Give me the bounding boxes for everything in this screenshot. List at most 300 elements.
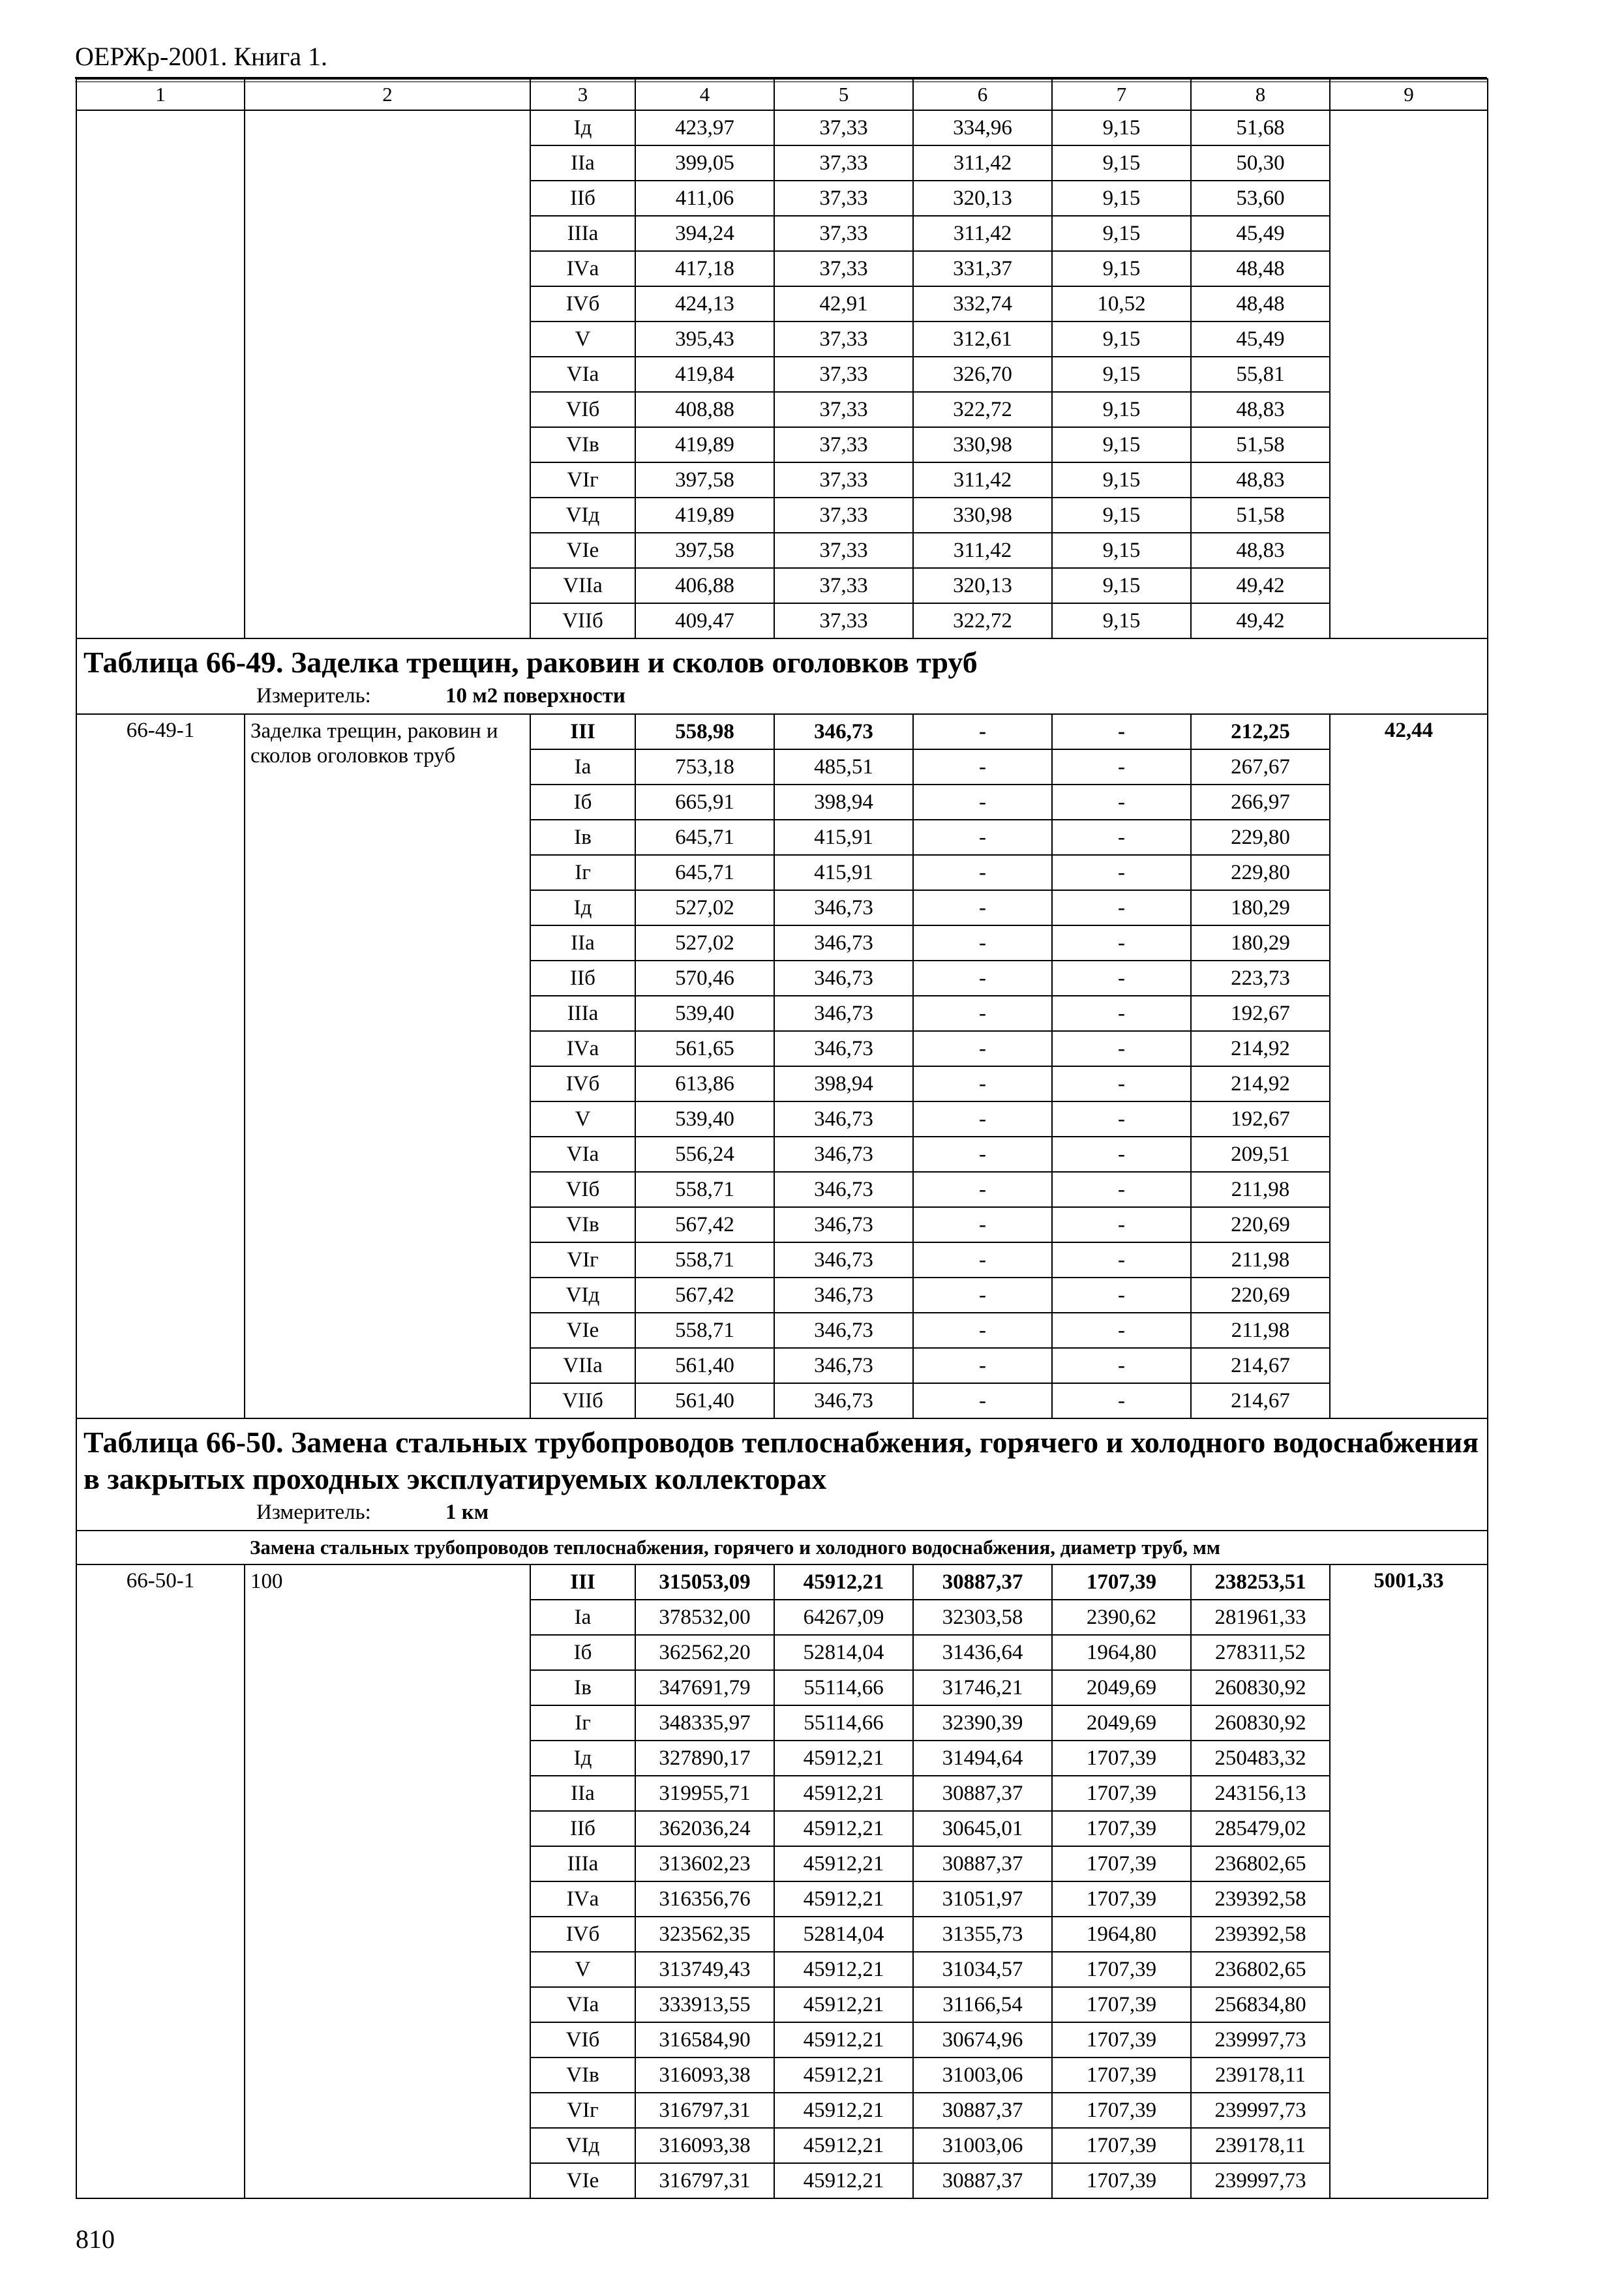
value-cell: 558,71 <box>635 1172 774 1207</box>
value-cell: 50,30 <box>1191 145 1330 181</box>
value-cell: - <box>913 1242 1052 1278</box>
zone-cell: VIIа <box>530 568 635 603</box>
column-number: 1 <box>76 79 245 110</box>
value-cell: 180,29 <box>1191 925 1330 961</box>
value-cell: - <box>913 1278 1052 1313</box>
value-cell: 37,33 <box>774 603 913 638</box>
zone-cell: Iв <box>530 1670 635 1705</box>
value-cell: 1964,80 <box>1052 1635 1191 1670</box>
column-number-row <box>76 79 1488 110</box>
value-cell: 322,72 <box>913 392 1052 427</box>
value-cell: - <box>1052 1242 1191 1278</box>
col9-cell <box>1330 110 1488 638</box>
value-cell: 236802,65 <box>1191 1846 1330 1881</box>
value-cell: - <box>1052 855 1191 890</box>
value-cell: 397,58 <box>635 462 774 498</box>
value-cell: 558,71 <box>635 1242 774 1278</box>
value-cell: 239178,11 <box>1191 2128 1330 2163</box>
value-cell: 45912,21 <box>774 2093 913 2128</box>
value-cell: 1707,39 <box>1052 1846 1191 1881</box>
value-cell: 9,15 <box>1052 533 1191 568</box>
zone-cell: Iг <box>530 855 635 890</box>
value-cell: 30645,01 <box>913 1811 1052 1846</box>
value-cell: - <box>913 1101 1052 1137</box>
value-cell: - <box>913 1137 1052 1172</box>
value-cell: 398,94 <box>774 785 913 820</box>
value-cell: 51,68 <box>1191 110 1330 145</box>
value-cell: 266,97 <box>1191 785 1330 820</box>
measure-value: 10 м2 поверхности <box>445 684 625 708</box>
value-cell: - <box>913 961 1052 996</box>
value-cell: 239997,73 <box>1191 2163 1330 2198</box>
value-cell: 250483,32 <box>1191 1741 1330 1776</box>
value-cell: 398,94 <box>774 1066 913 1101</box>
zone-cell: IIа <box>530 1776 635 1811</box>
value-cell: 346,73 <box>774 1242 913 1278</box>
zone-cell: V <box>530 322 635 357</box>
value-cell: 37,33 <box>774 462 913 498</box>
value-cell: 346,73 <box>774 925 913 961</box>
value-cell: 30887,37 <box>913 2163 1052 2198</box>
value-cell: 37,33 <box>774 568 913 603</box>
zone-cell: VIв <box>530 427 635 462</box>
zone-cell: Iб <box>530 1635 635 1670</box>
zone-cell: VIIа <box>530 1348 635 1383</box>
value-cell: 395,43 <box>635 322 774 357</box>
section-title-cell <box>76 638 1488 714</box>
value-cell: 645,71 <box>635 820 774 855</box>
column-number: 6 <box>913 79 1052 110</box>
value-cell: 31746,21 <box>913 1670 1052 1705</box>
value-cell: 316797,31 <box>635 2093 774 2128</box>
value-cell: 311,42 <box>913 462 1052 498</box>
value-cell: 346,73 <box>774 1172 913 1207</box>
value-cell: 239997,73 <box>1191 2093 1330 2128</box>
zone-cell: IIIа <box>530 1846 635 1881</box>
column-number: 9 <box>1330 79 1488 110</box>
value-cell: 399,05 <box>635 145 774 181</box>
value-cell: 45912,21 <box>774 2163 913 2198</box>
value-cell: 45912,21 <box>774 1564 913 1600</box>
value-cell: - <box>1052 1031 1191 1066</box>
value-cell: 539,40 <box>635 996 774 1031</box>
value-cell: 9,15 <box>1052 322 1191 357</box>
value-cell: 330,98 <box>913 498 1052 533</box>
value-cell: 30887,37 <box>913 1776 1052 1811</box>
value-cell: - <box>1052 961 1191 996</box>
zone-cell: VIIб <box>530 1383 635 1418</box>
value-cell: 346,73 <box>774 714 913 749</box>
value-cell: - <box>913 1383 1052 1418</box>
value-cell: 52814,04 <box>774 1917 913 1952</box>
zone-cell: VIIб <box>530 603 635 638</box>
value-cell: 278311,52 <box>1191 1635 1330 1670</box>
value-cell: 527,02 <box>635 925 774 961</box>
value-cell: 31051,97 <box>913 1881 1052 1917</box>
value-cell: 570,46 <box>635 961 774 996</box>
value-cell: 419,89 <box>635 427 774 462</box>
value-cell: 229,80 <box>1191 855 1330 890</box>
value-cell: 9,15 <box>1052 568 1191 603</box>
zone-cell: VIб <box>530 1172 635 1207</box>
value-cell: - <box>1052 714 1191 749</box>
zone-cell: III <box>530 1564 635 1600</box>
zone-cell: VIе <box>530 2163 635 2198</box>
subtitle-cell: Замена стальных трубопроводов теплоснабжения, горячего и холодного водоснабжения, диаметр труб, мм <box>76 1531 1488 1564</box>
value-cell: 211,98 <box>1191 1172 1330 1207</box>
value-cell: 31355,73 <box>913 1917 1052 1952</box>
value-cell: 346,73 <box>774 996 913 1031</box>
value-cell: 1707,39 <box>1052 1952 1191 1987</box>
value-cell: 346,73 <box>774 1313 913 1348</box>
zone-cell: VIе <box>530 533 635 568</box>
zone-cell: Iд <box>530 1741 635 1776</box>
value-cell: 37,33 <box>774 251 913 286</box>
value-cell: 239392,58 <box>1191 1881 1330 1917</box>
zone-cell: IIб <box>530 1811 635 1846</box>
zone-cell: VIг <box>530 462 635 498</box>
value-cell: 415,91 <box>774 855 913 890</box>
estimate-table <box>76 78 1488 2199</box>
value-cell: 48,48 <box>1191 251 1330 286</box>
value-cell: 37,33 <box>774 145 913 181</box>
value-cell: 346,73 <box>774 1348 913 1383</box>
value-cell: 346,73 <box>774 1137 913 1172</box>
value-cell: - <box>1052 925 1191 961</box>
value-cell: - <box>1052 1101 1191 1137</box>
value-cell: 256834,80 <box>1191 1987 1330 2022</box>
value-cell: 30887,37 <box>913 2093 1052 2128</box>
value-cell: - <box>1052 1278 1191 1313</box>
value-cell: 55114,66 <box>774 1670 913 1705</box>
value-cell: 419,89 <box>635 498 774 533</box>
zone-cell: VIа <box>530 357 635 392</box>
value-cell: 31494,64 <box>913 1741 1052 1776</box>
value-cell: 1707,39 <box>1052 2128 1191 2163</box>
value-cell: 31034,57 <box>913 1952 1052 1987</box>
value-cell: 362036,24 <box>635 1811 774 1846</box>
section-title: Таблица 66-49. Заделка трещин, раковин и сколов оголовков труб <box>83 646 978 679</box>
value-cell: 556,24 <box>635 1137 774 1172</box>
value-cell: 539,40 <box>635 1101 774 1137</box>
section-title-cell <box>76 1418 1488 1531</box>
value-cell: 1707,39 <box>1052 1741 1191 1776</box>
section-title-row <box>76 638 1488 714</box>
zone-cell: Iг <box>530 1705 635 1741</box>
value-cell: 45,49 <box>1191 216 1330 251</box>
value-cell: 378532,00 <box>635 1600 774 1635</box>
value-cell: 49,42 <box>1191 568 1330 603</box>
value-cell: 214,67 <box>1191 1348 1330 1383</box>
value-cell: 211,98 <box>1191 1242 1330 1278</box>
value-cell: 613,86 <box>635 1066 774 1101</box>
zone-cell: IVа <box>530 1881 635 1917</box>
value-cell: 397,58 <box>635 533 774 568</box>
value-cell: 45912,21 <box>774 1741 913 1776</box>
code-cell: 66-49-1 <box>76 714 245 1418</box>
zone-cell: VIе <box>530 1313 635 1348</box>
code-cell: 66-50-1 <box>76 1564 245 2198</box>
value-cell: 411,06 <box>635 181 774 216</box>
value-cell: 32390,39 <box>913 1705 1052 1741</box>
value-cell: 332,74 <box>913 286 1052 322</box>
description-cell: 100 <box>245 1564 530 2198</box>
zone-cell: VIб <box>530 2022 635 2057</box>
value-cell: 9,15 <box>1052 357 1191 392</box>
section-title-row <box>76 1418 1488 1531</box>
value-cell: 9,15 <box>1052 603 1191 638</box>
value-cell: 1707,39 <box>1052 2057 1191 2093</box>
value-cell: 9,15 <box>1052 216 1191 251</box>
column-number: 2 <box>245 79 530 110</box>
measure-line <box>83 1497 1481 1529</box>
measure-label: Измеритель: <box>256 1501 371 1524</box>
value-cell: 214,92 <box>1191 1031 1330 1066</box>
value-cell: - <box>1052 749 1191 785</box>
value-cell: 45912,21 <box>774 1846 913 1881</box>
value-cell: 1707,39 <box>1052 2163 1191 2198</box>
zone-cell: Iб <box>530 785 635 820</box>
value-cell: 45912,21 <box>774 1811 913 1846</box>
value-cell: 2390,62 <box>1052 1600 1191 1635</box>
value-cell: 9,15 <box>1052 110 1191 145</box>
value-cell: 267,67 <box>1191 749 1330 785</box>
value-cell: 51,58 <box>1191 498 1330 533</box>
value-cell: 31166,54 <box>913 1987 1052 2022</box>
value-cell: 1707,39 <box>1052 1987 1191 2022</box>
value-cell: 316093,38 <box>635 2128 774 2163</box>
value-cell: 313749,43 <box>635 1952 774 1987</box>
column-number: 7 <box>1052 79 1191 110</box>
zone-cell: VIа <box>530 1987 635 2022</box>
value-cell: 220,69 <box>1191 1278 1330 1313</box>
value-cell: 214,67 <box>1191 1383 1330 1418</box>
value-cell: 53,60 <box>1191 181 1330 216</box>
document-title: ОЕРЖр-2001. Книга 1. <box>75 42 327 71</box>
zone-cell: IVб <box>530 286 635 322</box>
value-cell: 319955,71 <box>635 1776 774 1811</box>
value-cell: 48,83 <box>1191 392 1330 427</box>
value-cell: 238253,51 <box>1191 1564 1330 1600</box>
measure-label: Измеритель: <box>256 684 371 708</box>
value-cell: 2049,69 <box>1052 1705 1191 1741</box>
value-cell: - <box>1052 785 1191 820</box>
zone-cell: VIд <box>530 498 635 533</box>
value-cell: 311,42 <box>913 145 1052 181</box>
value-cell: - <box>913 749 1052 785</box>
value-cell: 52814,04 <box>774 1635 913 1670</box>
value-cell: 346,73 <box>774 1207 913 1242</box>
value-cell: 558,71 <box>635 1313 774 1348</box>
zone-cell: Iа <box>530 1600 635 1635</box>
value-cell: 346,73 <box>774 1101 913 1137</box>
zone-cell: VIд <box>530 2128 635 2163</box>
zone-cell: VIг <box>530 1242 635 1278</box>
table-row <box>76 1564 1488 1600</box>
value-cell: 45912,21 <box>774 1952 913 1987</box>
value-cell: 37,33 <box>774 533 913 568</box>
value-cell: 320,13 <box>913 181 1052 216</box>
value-cell: - <box>913 1066 1052 1101</box>
value-cell: 316093,38 <box>635 2057 774 2093</box>
table-row <box>76 110 1488 145</box>
value-cell: 415,91 <box>774 820 913 855</box>
value-cell: 326,70 <box>913 357 1052 392</box>
value-cell: 45912,21 <box>774 1881 913 1917</box>
value-cell: - <box>1052 820 1191 855</box>
zone-cell: IIIа <box>530 216 635 251</box>
zone-cell: VIв <box>530 1207 635 1242</box>
value-cell: 346,73 <box>774 890 913 925</box>
value-cell: 45912,21 <box>774 2128 913 2163</box>
zone-cell: VIв <box>530 2057 635 2093</box>
value-cell: 229,80 <box>1191 820 1330 855</box>
value-cell: 424,13 <box>635 286 774 322</box>
value-cell: 45912,21 <box>774 2057 913 2093</box>
value-cell: 567,42 <box>635 1278 774 1313</box>
value-cell: - <box>1052 1383 1191 1418</box>
value-cell: 346,73 <box>774 1031 913 1066</box>
zone-cell: Iа <box>530 749 635 785</box>
zone-cell: IVб <box>530 1066 635 1101</box>
value-cell: 9,15 <box>1052 251 1191 286</box>
zone-cell: IIб <box>530 961 635 996</box>
value-cell: 37,33 <box>774 498 913 533</box>
value-cell: 9,15 <box>1052 145 1191 181</box>
value-cell: 192,67 <box>1191 996 1330 1031</box>
value-cell: 9,15 <box>1052 392 1191 427</box>
value-cell: 37,33 <box>774 216 913 251</box>
value-cell: 239392,58 <box>1191 1917 1330 1952</box>
value-cell: 223,73 <box>1191 961 1330 996</box>
value-cell: - <box>913 996 1052 1031</box>
value-cell: 348335,97 <box>635 1705 774 1741</box>
value-cell: 45912,21 <box>774 1987 913 2022</box>
value-cell: 346,73 <box>774 1383 913 1418</box>
value-cell: 49,42 <box>1191 603 1330 638</box>
value-cell: - <box>913 890 1052 925</box>
value-cell: - <box>1052 1348 1191 1383</box>
value-cell: 1707,39 <box>1052 1881 1191 1917</box>
value-cell: 37,33 <box>774 427 913 462</box>
col9-cell: 5001,33 <box>1330 1564 1488 2198</box>
zone-cell: V <box>530 1101 635 1137</box>
zone-cell: IIа <box>530 145 635 181</box>
value-cell: 37,33 <box>774 322 913 357</box>
zone-cell: IVа <box>530 1031 635 1066</box>
value-cell: 316797,31 <box>635 2163 774 2198</box>
page-number: 810 <box>76 2224 115 2254</box>
value-cell: 31003,06 <box>913 2057 1052 2093</box>
value-cell: - <box>913 714 1052 749</box>
description-cell <box>245 110 530 638</box>
value-cell: 346,73 <box>774 961 913 996</box>
value-cell: 347691,79 <box>635 1670 774 1705</box>
value-cell: 37,33 <box>774 110 913 145</box>
zone-cell: VIд <box>530 1278 635 1313</box>
value-cell: 362562,20 <box>635 1635 774 1670</box>
value-cell: 239997,73 <box>1191 2022 1330 2057</box>
value-cell: 31436,64 <box>913 1635 1052 1670</box>
value-cell: 1707,39 <box>1052 2093 1191 2128</box>
value-cell: 37,33 <box>774 181 913 216</box>
value-cell: 334,96 <box>913 110 1052 145</box>
value-cell: 527,02 <box>635 890 774 925</box>
value-cell: 558,98 <box>635 714 774 749</box>
value-cell: 394,24 <box>635 216 774 251</box>
value-cell: 211,98 <box>1191 1313 1330 1348</box>
value-cell: 260830,92 <box>1191 1670 1330 1705</box>
page-header <box>75 40 1487 82</box>
value-cell: 423,97 <box>635 110 774 145</box>
zone-cell: IIIа <box>530 996 635 1031</box>
value-cell: 45912,21 <box>774 1776 913 1811</box>
value-cell: 561,40 <box>635 1348 774 1383</box>
value-cell: - <box>1052 1207 1191 1242</box>
value-cell: 333913,55 <box>635 1987 774 2022</box>
value-cell: 42,91 <box>774 286 913 322</box>
value-cell: - <box>1052 1066 1191 1101</box>
value-cell: - <box>1052 1172 1191 1207</box>
value-cell: 30887,37 <box>913 1846 1052 1881</box>
column-number: 8 <box>1191 79 1330 110</box>
value-cell: 320,13 <box>913 568 1052 603</box>
zone-cell: IVа <box>530 251 635 286</box>
zone-cell: V <box>530 1952 635 1987</box>
value-cell: 316584,90 <box>635 2022 774 2057</box>
description-cell: Заделка трещин, раковин и сколов оголовков труб <box>245 714 530 1418</box>
value-cell: 37,33 <box>774 357 913 392</box>
value-cell: 315053,09 <box>635 1564 774 1600</box>
zone-cell: IIб <box>530 181 635 216</box>
value-cell: 1964,80 <box>1052 1917 1191 1952</box>
value-cell: - <box>913 1348 1052 1383</box>
measure-value: 1 км <box>445 1501 489 1524</box>
value-cell: 9,15 <box>1052 427 1191 462</box>
value-cell: 322,72 <box>913 603 1052 638</box>
col9-cell: 42,44 <box>1330 714 1488 1418</box>
zone-cell: VIг <box>530 2093 635 2128</box>
value-cell: - <box>913 925 1052 961</box>
value-cell: 561,40 <box>635 1383 774 1418</box>
value-cell: - <box>913 820 1052 855</box>
subtitle-row <box>76 1531 1488 1564</box>
code-cell <box>76 110 245 638</box>
value-cell: 330,98 <box>913 427 1052 462</box>
value-cell: 32303,58 <box>913 1600 1052 1635</box>
value-cell: - <box>913 1031 1052 1066</box>
value-cell: - <box>1052 996 1191 1031</box>
value-cell: 243156,13 <box>1191 1776 1330 1811</box>
value-cell: 316356,76 <box>635 1881 774 1917</box>
value-cell: 45,49 <box>1191 322 1330 357</box>
zone-cell: III <box>530 714 635 749</box>
value-cell: - <box>1052 1313 1191 1348</box>
zone-cell: Iд <box>530 890 635 925</box>
value-cell: 312,61 <box>913 322 1052 357</box>
value-cell: 331,37 <box>913 251 1052 286</box>
zone-cell: Iд <box>530 110 635 145</box>
value-cell: 10,52 <box>1052 286 1191 322</box>
value-cell: 645,71 <box>635 855 774 890</box>
value-cell: 48,48 <box>1191 286 1330 322</box>
value-cell: 419,84 <box>635 357 774 392</box>
zone-cell: IVб <box>530 1917 635 1952</box>
table-row <box>76 714 1488 749</box>
value-cell: 1707,39 <box>1052 1776 1191 1811</box>
value-cell: 209,51 <box>1191 1137 1330 1172</box>
value-cell: - <box>1052 1137 1191 1172</box>
